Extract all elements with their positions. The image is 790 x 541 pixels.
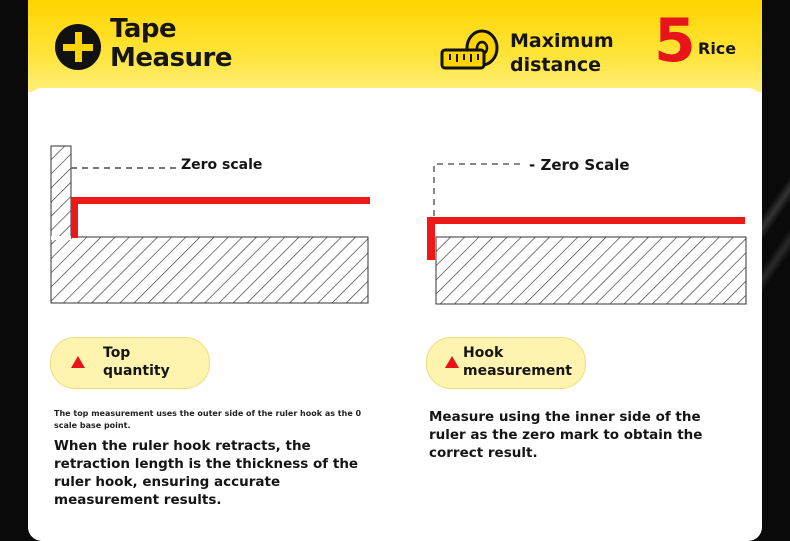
badge-label (103, 344, 170, 380)
zero-scale-label: Zero scale (181, 157, 263, 173)
top-measurement-diagram (44, 138, 394, 308)
block-joint (51, 236, 71, 240)
ruler-hook-wall (51, 146, 71, 238)
top-quantity-badge (50, 337, 210, 389)
max-line1: Maximum (510, 30, 614, 52)
badge-line1: Top (103, 345, 131, 361)
top-measurement-description: When the ruler hook retracts, the retraction length is the thickness of the ruler hook, ensuring accurate measurement results. (54, 438, 359, 508)
warning-triangle-icon (71, 356, 85, 368)
badge-line1: Hook (463, 345, 504, 361)
badge-label (463, 344, 572, 380)
distance-value: 5 (654, 6, 696, 76)
measured-object-block (436, 237, 746, 304)
title-line1: Tape (110, 14, 177, 44)
tape-measure-card (28, 0, 762, 541)
product-title (110, 15, 232, 73)
hook-measurement-description: Measure using the inner side of the ruler as the zero mark to obtain the correct result. (429, 409, 703, 461)
hook-measurement-badge (426, 337, 586, 389)
max-line2: distance (510, 54, 602, 76)
zero-scale-label: - Zero Scale (529, 156, 630, 174)
warning-triangle-icon (445, 356, 459, 368)
ruler-tape-red (71, 197, 370, 238)
zero-scale-dashed-line (434, 164, 524, 216)
hook-measurement-diagram (424, 150, 754, 310)
measured-object-block (51, 237, 368, 303)
badge-line2: measurement (463, 363, 572, 379)
badge-line2: quantity (103, 363, 170, 379)
tape-measure-icon (440, 28, 500, 74)
distance-unit: Rice (698, 39, 737, 58)
title-line2: Measure (110, 43, 232, 73)
maximum-distance-label (510, 29, 614, 77)
plus-circle-icon (55, 24, 101, 70)
top-measurement-note: The top measurement uses the outer side of the ruler hook as the 0 scale base point. (54, 409, 362, 430)
